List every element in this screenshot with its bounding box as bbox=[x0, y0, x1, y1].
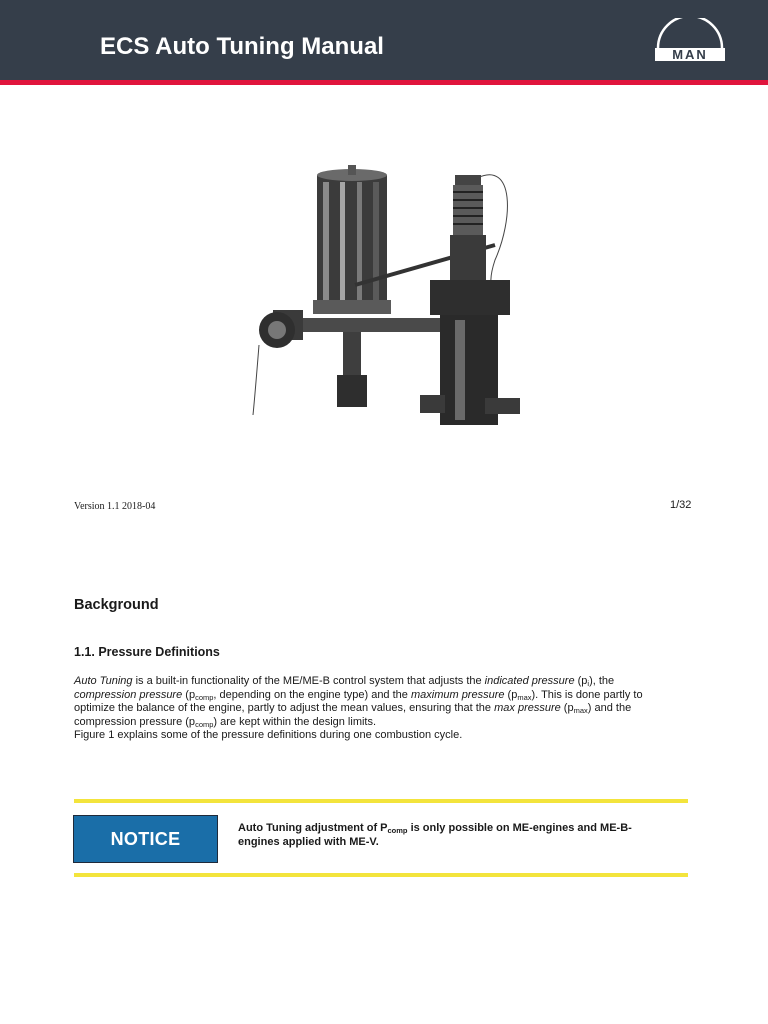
document-title: ECS Auto Tuning Manual bbox=[100, 33, 384, 60]
notice-top-bar bbox=[74, 799, 688, 803]
subsection-heading: 1.1. Pressure Definitions bbox=[74, 645, 220, 659]
notice-text: Auto Tuning adjustment of $P_{comp}$ is only possible on ME-engines and ME-B- engines applied with ME-V. bbox=[238, 822, 632, 848]
notice-badge: NOTICE bbox=[73, 815, 218, 863]
man-logo-icon bbox=[648, 18, 732, 68]
body-paragraph: Auto Tuning is a built-in functionality of the ME/ME-B control system that adjusts the indicated pressure $(p_i)$, the compression pressure ($p_{comp}$, depending on the engine type) and the maximum pressure $(p_{max})$. This is done partly to optimize the balance of the engine, partly to adjust the mean values, ensuring that the max pressure $(p_{max})$ and the compression pressure $(p_{comp})$ are kept within the design limits. Figure 1 explains some of the pressure definitions during one combustion cycle. bbox=[74, 675, 643, 741]
section-heading: Background bbox=[74, 597, 159, 613]
notice-bottom-bar bbox=[74, 873, 688, 877]
engine-indicator-photo bbox=[245, 160, 535, 440]
header-stripe bbox=[0, 80, 768, 85]
svg-text:MAN: MAN bbox=[672, 47, 708, 62]
page-number: 1/32 bbox=[670, 499, 692, 511]
version-label: Version 1.1 2018-04 bbox=[74, 501, 156, 512]
